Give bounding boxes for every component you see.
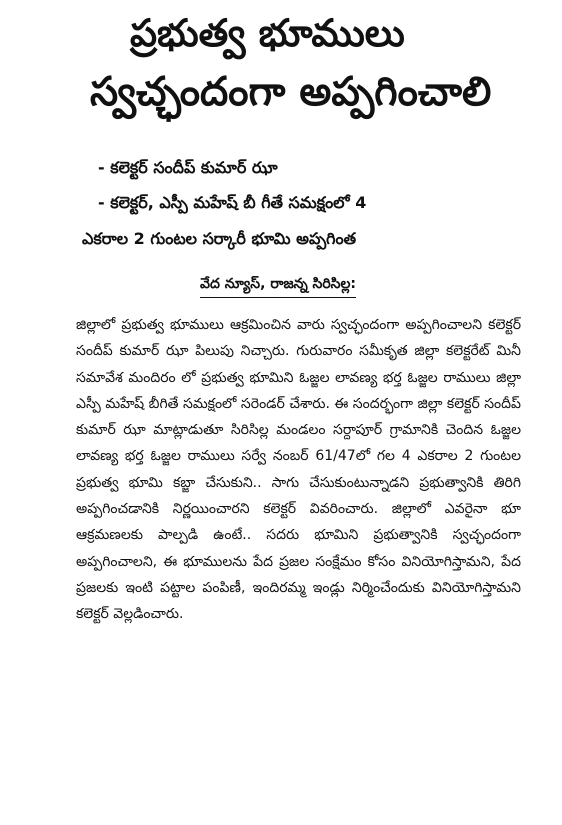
- subheading-collector: - కలెక్టర్ సందీప్ కుమార్ ఝా: [98, 158, 278, 177]
- subheading-presence: - కలెక్టర్, ఎస్పీ మహేష్ బీ గీతే సమక్షంలో 4: [98, 193, 367, 212]
- subheading-presence-continued: ఎకరాల 2 గుంటల సర్కారీ భూమి అప్పగింత: [82, 229, 357, 248]
- headline-line-1: ప్రభుత్వ భూములు: [130, 11, 405, 55]
- article-body: జిల్లాలో ప్రభుత్వ భూములు ఆక్రమించిన వారు స్వచ్ఛందంగా అప్పగించాలని కలెక్టర్ సందీప్ కుమార్ ఝా పిలుపు నిచ్చారు. గురువారం సమీకృత జిల్లా కలెక్టరేట్ మినీ సమావేశ మందిరం లో ప్రభుత్వ భూమిని ఓజ్జల లావణ్య భర్త ఓజ్జల రాములు జిల్లా ఎస్పీ మహేష్ బీగితే సమక్షంలో సరెండర్ చేశారు. ఈ సందర్భంగా జిల్లా కలెక్టర్ సందీప్ కుమార్ ఝా మాట్లాడుతూ సిరిసిల్ల మండలం సర్దాపూర్ గ్రామానికి చెందిన ఓజ్జల లావణ్య భర్త ఓజ్జల రాములు సర్వే నంబర్ 61/47లో గల 4 ఎకరాల 2 గుంటల ప్రభుత్వ భూమి కబ్జా చేసుకుని.. సాగు చేసుకుంటున్నాడని ప్రభుత్వానికి తిరిగి అప్పగించడానికి నిర్ణయించారని కలెక్టర్ వివరించారు. జిల్లాలో ఎవరైనా భూ ఆక్రమణలకు పాల్పడి ఉంటే.. సదరు భూమిని ప్రభుత్వానికి స్వచ్ఛందంగా అప్పగించాలని, ఈ భూములను పేద ప్రజల సంక్షేమం కోసం వినియోగిస్తామని, పేద ప్రజలకు ఇంటి పట్టాల పంపిణీ, ఇందిరమ్మ ఇండ్లు నిర్మించేందుకు వినియోగిస్తామని కలెక్టర్ వెల్లడించారు.: [76, 317, 521, 623]
- byline: వేద న్యూస్, రాజన్న సిరిసిల్ల:: [200, 276, 356, 298]
- headline-line-2: స్వచ్ఛందంగా అప్పగించాలి: [90, 69, 492, 115]
